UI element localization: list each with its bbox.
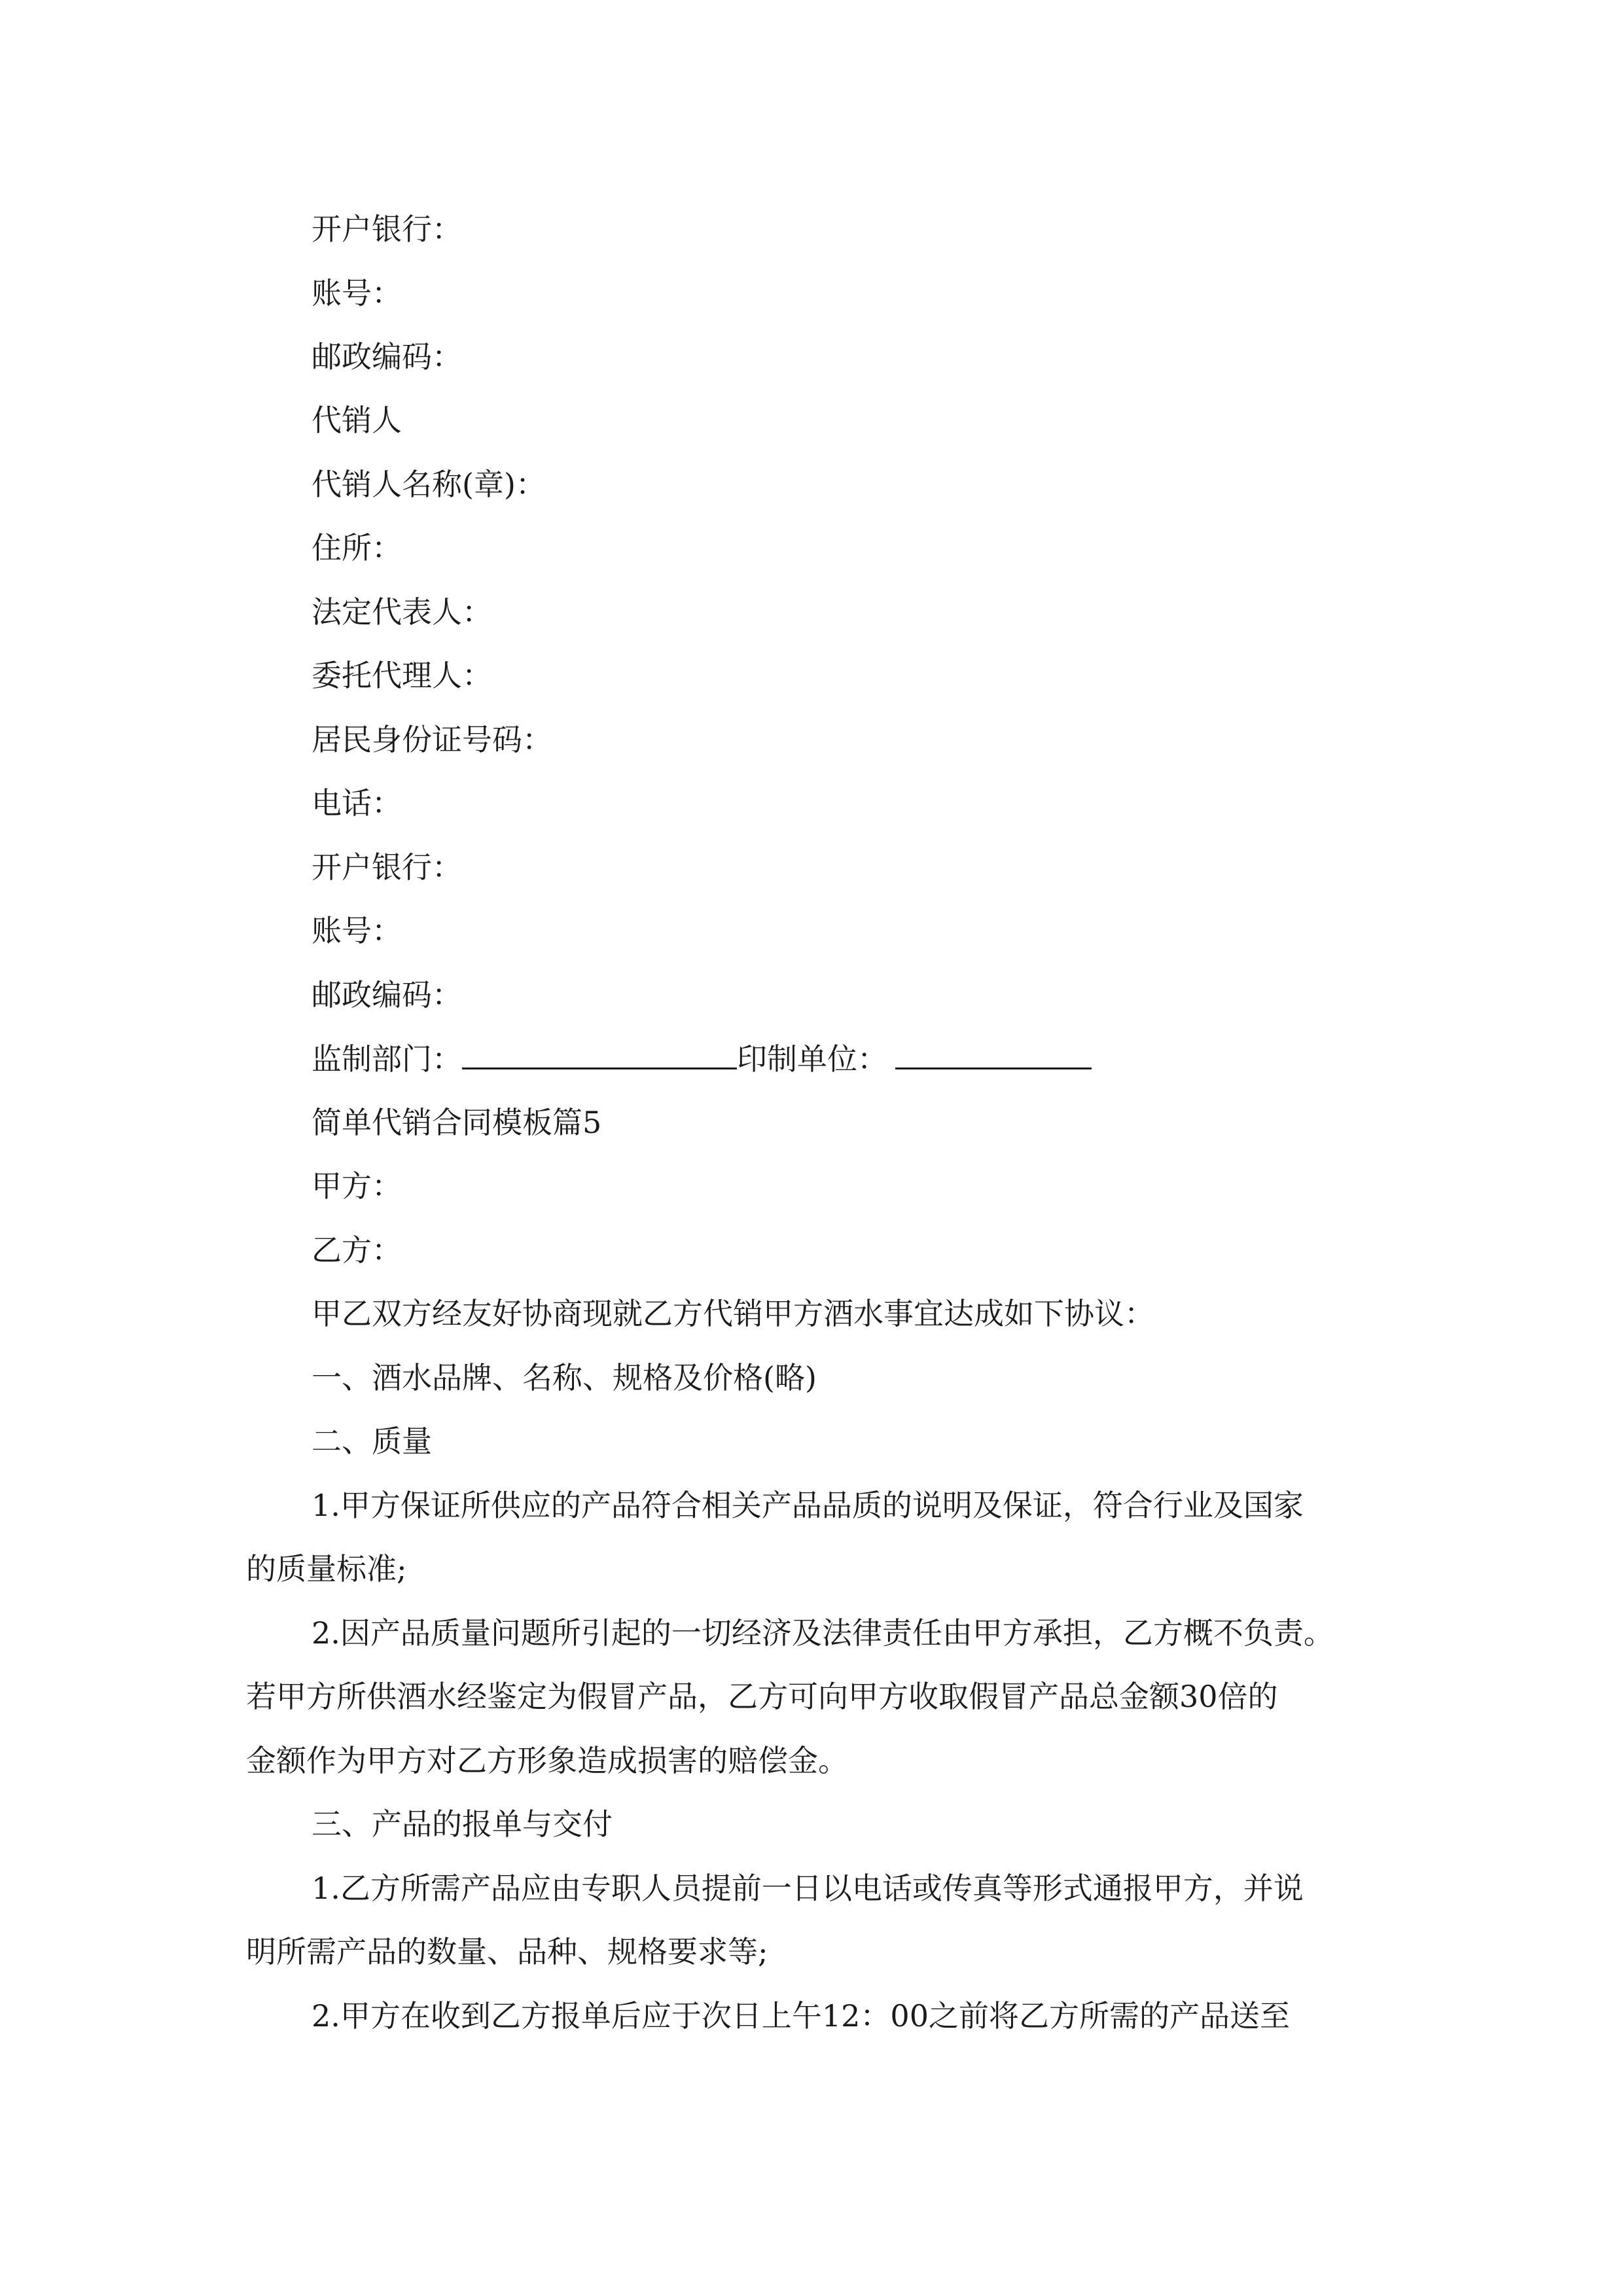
account-label-2: 账号： — [312, 913, 402, 948]
legal-rep-label: 法定代表人： — [312, 594, 492, 630]
quality-clause-1-line-1: 1.甲方保证所供应的产品符合相关产品品质的说明及保证，符合行业及国家 — [312, 1488, 1304, 1523]
section-title: 简单代销合同模板篇5 — [312, 1105, 602, 1140]
party-a-label: 甲方： — [312, 1168, 402, 1204]
delivery-clause-1-line-1: 1.乙方所需产品应由专职人员提前一日以电话或传真等形式通报甲方，并说 — [312, 1871, 1304, 1906]
intro-paragraph: 甲乙双方经友好协商现就乙方代销甲方酒水事宜达成如下协议： — [312, 1296, 1154, 1331]
quality-clause-2-line-3: 金额作为甲方对乙方形象造成损害的赔偿金。 — [246, 1743, 848, 1778]
delivery-clause-2-line-1: 2.甲方在收到乙方报单后应于次日上午12：00之前将乙方所需的产品送至 — [312, 1998, 1290, 2034]
supervision-dept-blank — [462, 1039, 737, 1069]
party-b-label: 乙方： — [312, 1232, 402, 1268]
heading-brand: 一、酒水品牌、名称、规格及价格(略) — [312, 1360, 817, 1395]
bank-label-2: 开户银行： — [312, 850, 462, 885]
agent-name-label: 代销人名称(章)： — [312, 467, 546, 502]
printer-label: 印制单位： — [737, 1041, 887, 1077]
proxy-label: 委托代理人： — [312, 658, 492, 693]
postcode-label-2: 邮政编码： — [312, 977, 462, 1013]
supervision-row — [0, 1039, 1623, 1079]
account-label: 账号： — [312, 276, 402, 311]
printer-blank — [895, 1039, 1092, 1069]
quality-clause-2-line-2: 若甲方所供酒水经鉴定为假冒产品，乙方可向甲方收取假冒产品总金额30倍的 — [246, 1679, 1278, 1714]
bank-label: 开户银行： — [312, 211, 462, 247]
delivery-clause-1-line-2: 明所需产品的数量、品种、规格要求等; — [246, 1934, 768, 1969]
postcode-label: 邮政编码： — [312, 339, 462, 374]
quality-clause-2-line-1: 2.因产品质量问题所引起的一切经济及法律责任由甲方承担，乙方概不负责。 — [312, 1615, 1334, 1651]
id-number-label: 居民身份证号码： — [312, 722, 552, 757]
heading-quality: 二、质量 — [312, 1424, 432, 1459]
heading-delivery: 三、产品的报单与交付 — [312, 1806, 613, 1842]
supervision-dept-label: 监制部门： — [312, 1041, 462, 1077]
address-label: 住所： — [312, 530, 402, 565]
quality-clause-1-line-2: 的质量标准; — [246, 1551, 407, 1587]
agent-heading: 代销人 — [312, 403, 402, 438]
phone-label: 电话： — [312, 785, 402, 821]
